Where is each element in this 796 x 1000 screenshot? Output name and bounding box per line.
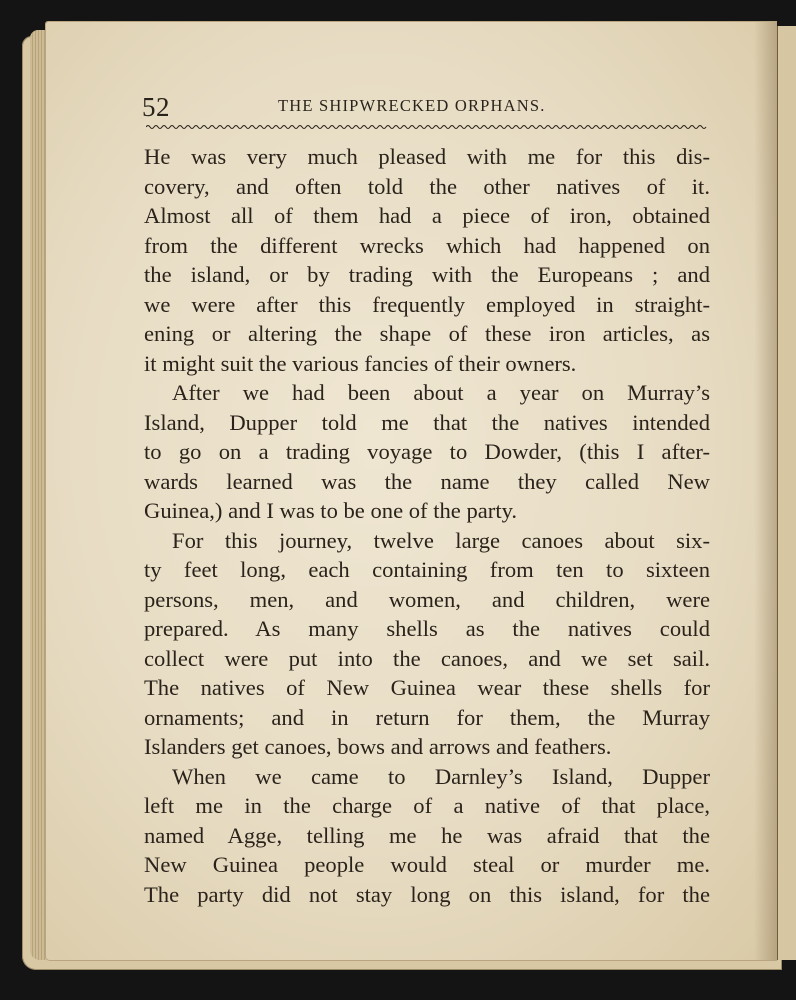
page-header bbox=[142, 92, 708, 126]
text-line: Guinea,) and I was to be one of the party. bbox=[144, 498, 518, 523]
text-line: named Agge, telling me he was afraid that the bbox=[144, 822, 710, 848]
text-line: After we had been about a year on Murray’s bbox=[172, 380, 710, 405]
text-line: New Guinea people would steal or murder me. bbox=[144, 852, 710, 877]
text-line: left me in the charge of a native of that place, bbox=[144, 793, 710, 818]
facing-page-edge bbox=[776, 26, 796, 960]
page-number: 52 bbox=[142, 92, 170, 122]
text-line: collect were put into the canoes, and we set sail. bbox=[144, 645, 710, 671]
header-wavy-rule bbox=[146, 124, 708, 130]
page-gutter-shadow bbox=[754, 22, 776, 960]
text-line: wards learned was the name they called New bbox=[144, 468, 710, 494]
text-line: The natives of New Guinea wear these shells for bbox=[144, 675, 710, 700]
running-title: THE SHIPWRECKED ORPHANS. bbox=[278, 96, 546, 115]
text-line: ornaments; and in return for them, the Murray bbox=[144, 704, 710, 730]
text-line: He was very much pleased with me for this dis- bbox=[144, 144, 710, 169]
text-line: Island, Dupper told me that the natives intended bbox=[144, 409, 710, 435]
text-line: Almost all of them had a piece of iron, obtained bbox=[144, 203, 710, 228]
text-line: Islanders get canoes, bows and arrows and feathers. bbox=[144, 734, 612, 759]
body-text bbox=[144, 142, 710, 909]
text-line: to go on a trading voyage to Dowder, (this I after- bbox=[144, 439, 710, 464]
text-line: from the different wrecks which had happened on bbox=[144, 232, 710, 258]
text-line: it might suit the various fancies of their owners. bbox=[144, 350, 577, 376]
text-line: For this journey, twelve large canoes about six- bbox=[172, 527, 710, 553]
text-line: The party did not stay long on this island, for the bbox=[144, 881, 710, 907]
text-line: ty feet long, each containing from ten to sixteen bbox=[144, 557, 710, 582]
text-line: we were after this frequently employed in straight- bbox=[144, 291, 710, 317]
text-line: ening or altering the shape of these iron articles, as bbox=[144, 321, 710, 346]
text-line: prepared. As many shells as the natives could bbox=[144, 616, 710, 641]
text-line: When we came to Darnley’s Island, Dupper bbox=[172, 763, 710, 789]
text-line: persons, men, and women, and children, were bbox=[144, 586, 710, 612]
text-line: the island, or by trading with the Europeans ; and bbox=[144, 262, 710, 287]
page-edges bbox=[30, 30, 46, 960]
text-line: covery, and often told the other natives of it. bbox=[144, 173, 710, 199]
